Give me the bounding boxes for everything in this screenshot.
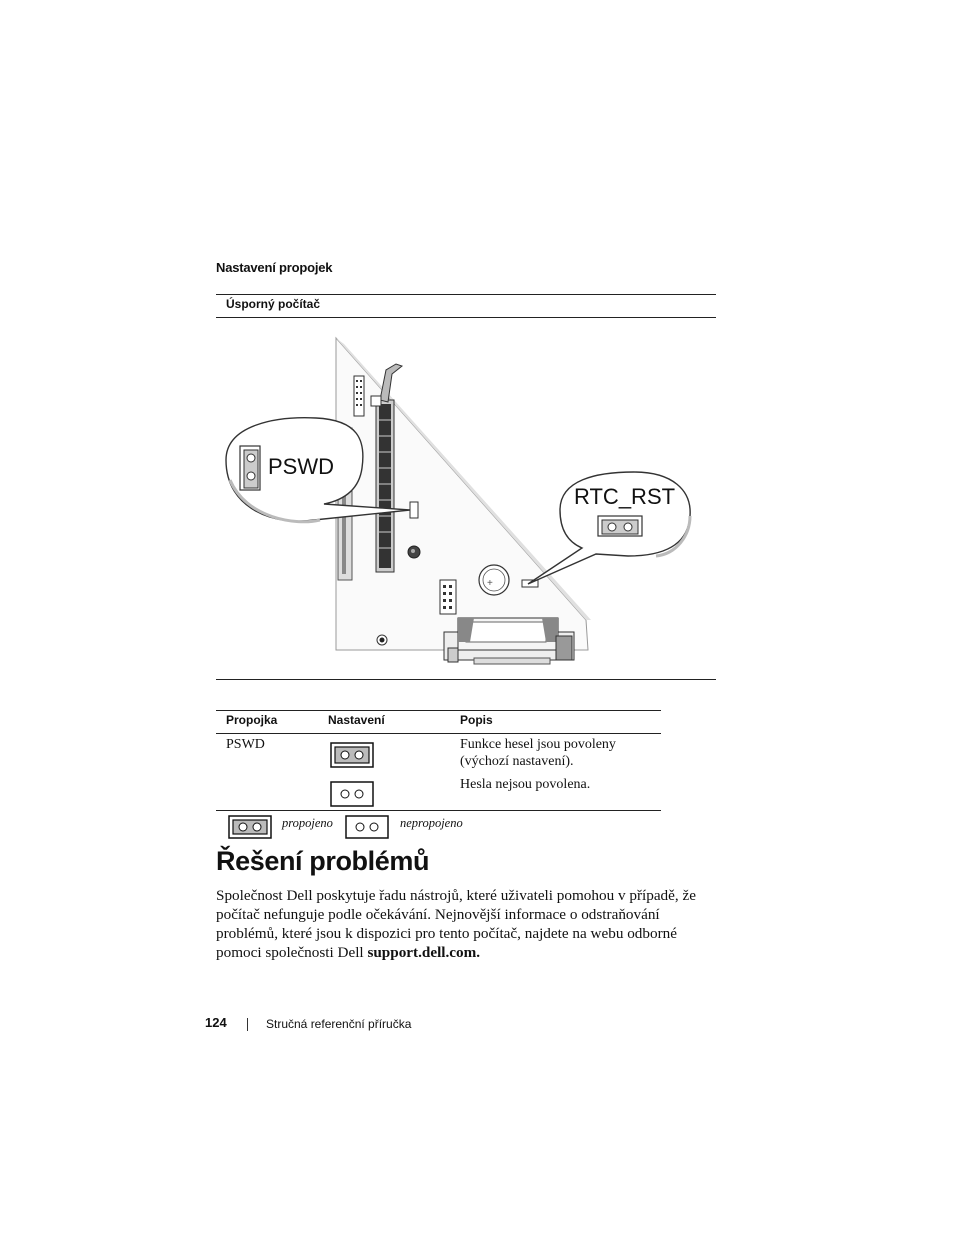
troubleshooting-heading: Řešení problémů: [216, 846, 430, 876]
footer-title: Stručná referenční příručka: [266, 1017, 412, 1031]
table-cell-desc-disabled: Hesla nejsou povolena.: [460, 777, 591, 792]
col-header-jumper: Propojka: [226, 713, 278, 727]
footer-separator: [247, 1018, 248, 1031]
legend-jumpered-icon: [228, 815, 272, 839]
table-bottom-rule: [216, 810, 661, 811]
board-outline: [336, 338, 588, 650]
col-header-description: Popis: [460, 713, 493, 727]
figure-bottom-rule: [216, 679, 716, 680]
rtc-callout-label: RTC_RST: [574, 484, 676, 509]
legend-unjumpered-label: nepropojeno: [400, 816, 463, 830]
col-header-setting: Nastavení: [328, 713, 385, 727]
table-header-rule: [216, 733, 661, 734]
section-heading: Nastavení propojek: [216, 260, 333, 275]
subheading-top-rule: [216, 294, 716, 295]
svg-text:+: +: [487, 578, 493, 589]
table-cell-desc-enabled: Funkce hesel jsou povoleny (výchozí nastavení).: [460, 737, 616, 769]
legend-unjumpered-icon: [345, 815, 389, 839]
troubleshooting-paragraph: [216, 886, 721, 962]
support-link[interactable]: support.dell.com.: [367, 944, 481, 961]
table-top-rule: [216, 710, 661, 711]
legend-jumpered-label: propojeno: [282, 816, 333, 830]
motherboard-figure: [216, 330, 716, 675]
table-cell-jumper: PSWD: [226, 737, 265, 752]
troubleshooting-body: Společnost Dell poskytuje řadu nástrojů, které uživateli pomohou v případě, že počítač nefunguje podle očekávání. Nejnovější informace o odstraňování problémů, které jsou k dispozici pro tento počítač, najdete na webu odborné pomoci společnosti Dell: [216, 887, 696, 961]
subheading: Úsporný počítač: [226, 297, 321, 311]
pswd-callout-label: PSWD: [268, 454, 334, 479]
jumpered-icon: [330, 742, 374, 768]
page-number: 124: [205, 1015, 227, 1030]
unjumpered-icon: [330, 781, 374, 807]
subheading-bottom-rule: [216, 317, 716, 318]
